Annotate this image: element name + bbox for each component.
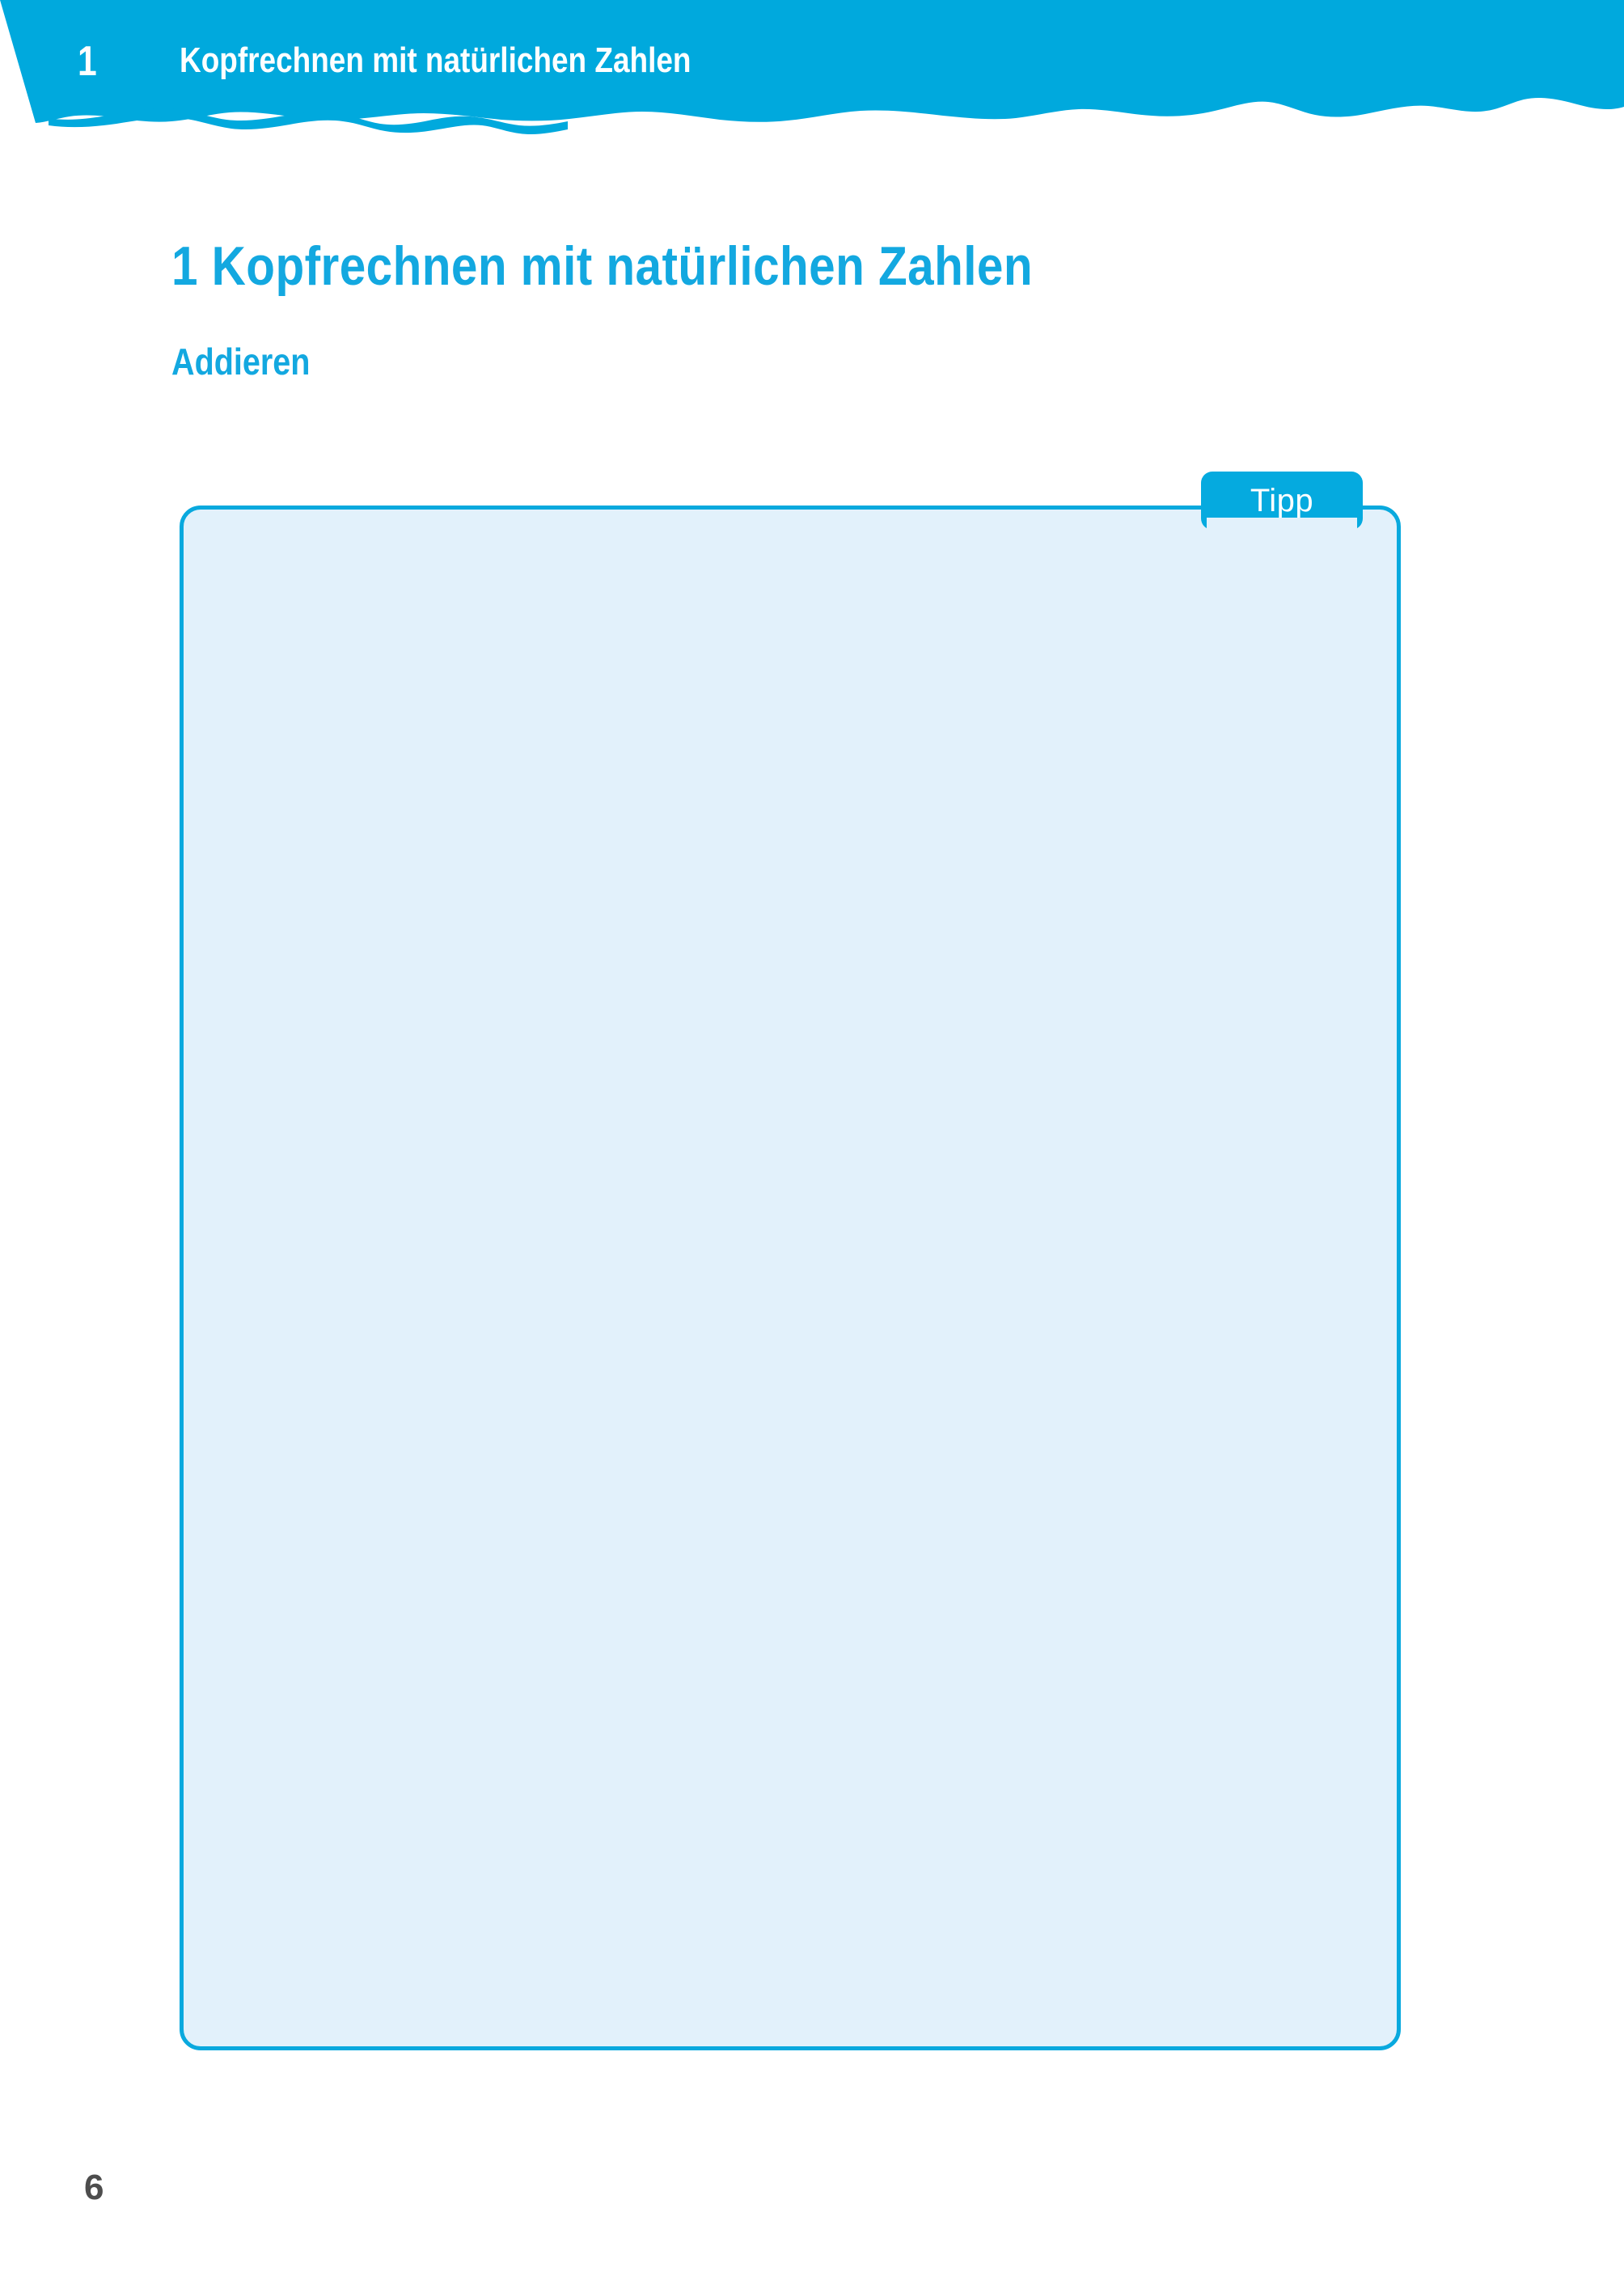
- header-brush-shape: [0, 0, 1624, 186]
- page-number: 6: [84, 2168, 104, 2207]
- page-subtitle: Addieren: [171, 341, 311, 383]
- header-chapter-title: Kopfrechnen mit natürlichen Zahlen: [180, 40, 691, 80]
- tipp-content-box: [180, 506, 1401, 2050]
- header-chapter-number: 1: [78, 38, 97, 85]
- page-header-band: [0, 0, 1624, 186]
- tipp-tab-border-mask: [1207, 518, 1357, 531]
- tipp-tab-label: Tipp: [1250, 482, 1314, 518]
- page-title: 1 Kopfrechnen mit natürlichen Zahlen: [171, 235, 1034, 297]
